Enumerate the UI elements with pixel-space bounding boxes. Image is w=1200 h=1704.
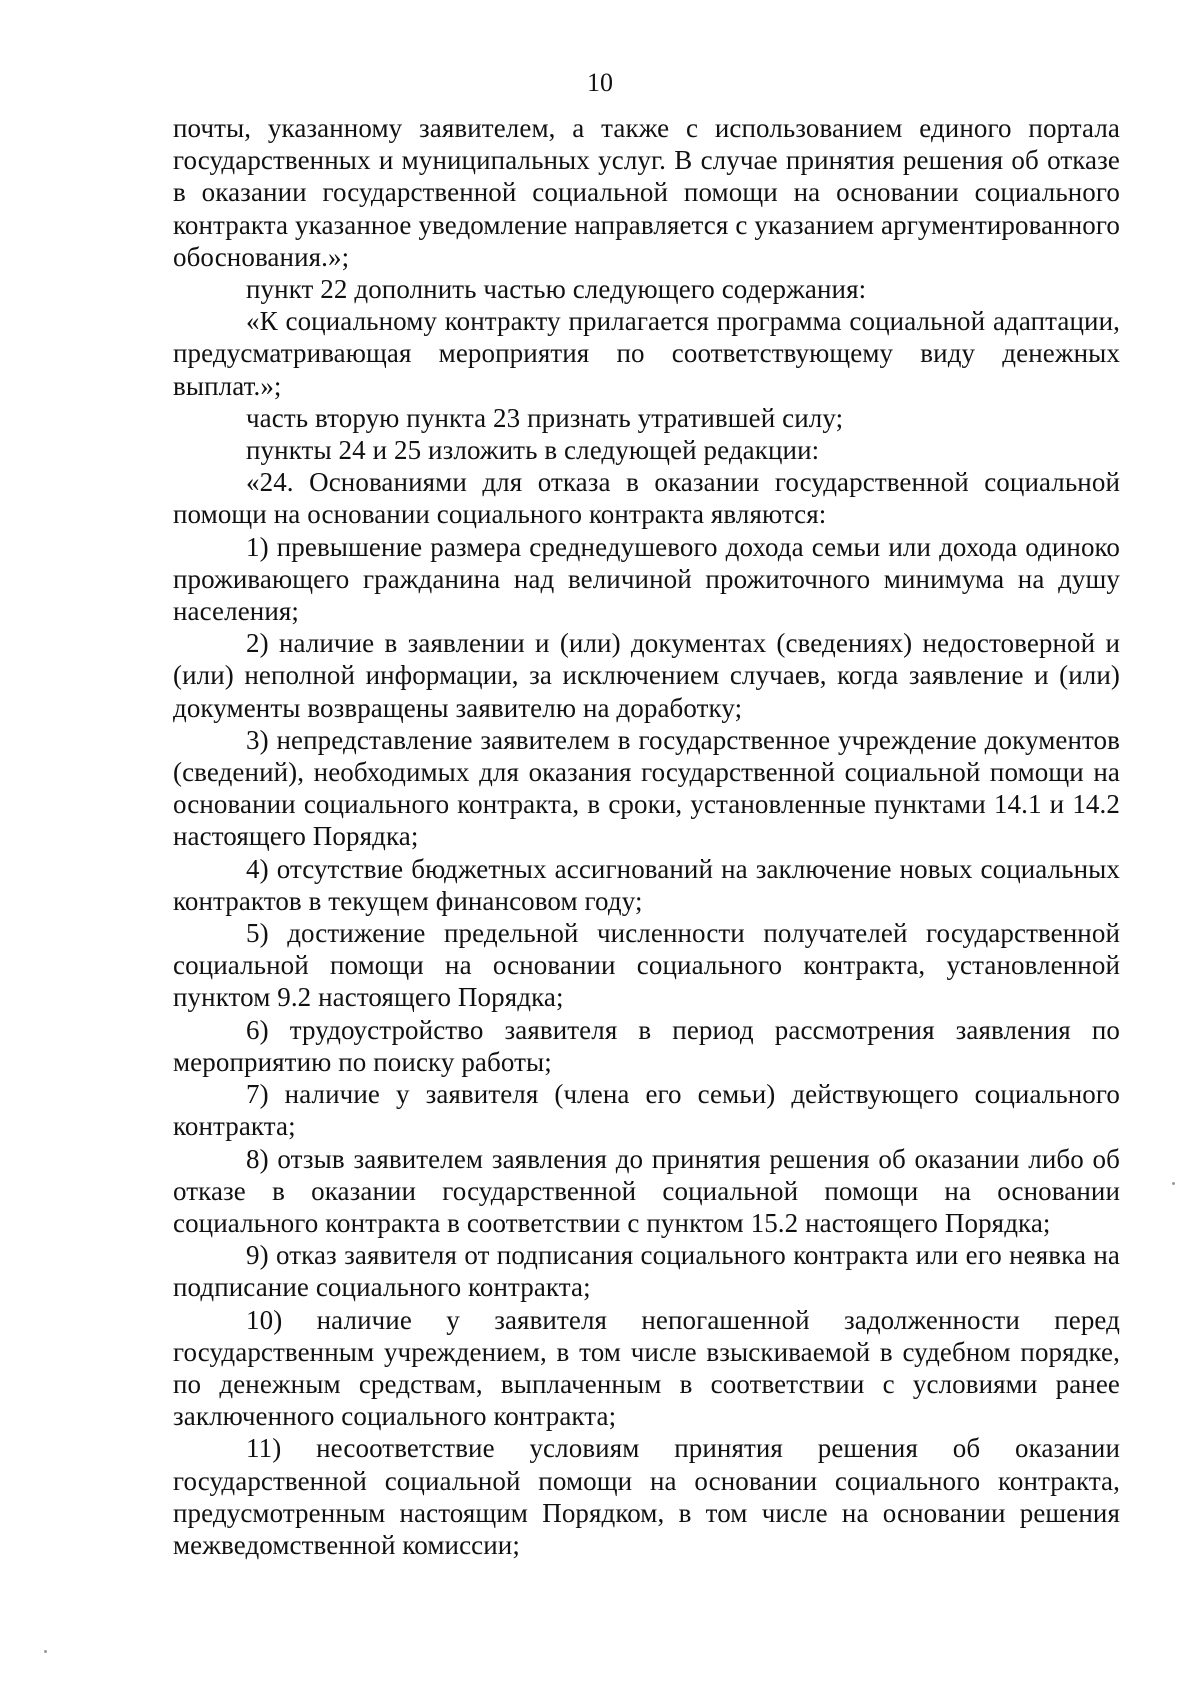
paragraph-point-24-intro: «24. Основаниями для отказа в оказании государственной социальной помощи на основании социального контракта являются: xyxy=(173,467,1120,530)
paragraph-amendment-p24-25: пункты 24 и 25 изложить в следующей редакции: xyxy=(246,435,820,466)
scan-artifact xyxy=(44,1650,47,1653)
page-number: 10 xyxy=(587,68,613,97)
list-item-8: 8) отзыв заявителем заявления до принятия решения об оказании либо об отказе в оказании государственной социальной помощи на основании социального контракта в соответствии с пунктом 15.2 настоящего Порядка; xyxy=(173,1143,1120,1238)
paragraph-quote-program: «К социальному контракту прилагается программа социальной адаптации, предусматривающая мероприятия по соответствующему виду денежных выплат.»; xyxy=(173,306,1120,401)
document-body xyxy=(173,112,1120,1561)
paragraph-continuation: почты, указанному заявителем, а также с использованием единого портала государственных и муниципальных услуг. В случае принятия решения об отказе в оказании государственной социальной помощи на основании социального контракта указанное уведомление направляется с указанием аргументированного обоснования.»; xyxy=(173,113,1120,272)
list-item-9: 9) отказ заявителя от подписания социального контракта или его неявка на подписание социального контракта; xyxy=(173,1240,1120,1303)
list-item-10: 10) наличие у заявителя непогашенной задолженности перед государственным учреждением, в том числе взыскиваемой в судебном порядке, по денежным средствам, выплаченным в соответствии с условиями ранее заключенного социального контракта; xyxy=(173,1304,1120,1432)
list-item-3: 3) непредставление заявителем в государственное учреждение документов (сведений), необходимых для оказания государственной социальной помощи на основании социального контракта, в сроки, установленные пунктами 14.1 и 14.2 настоящего Порядка; xyxy=(173,724,1120,852)
list-item-4: 4) отсутствие бюджетных ассигнований на заключение новых социальных контрактов в текущем финансовом году; xyxy=(173,853,1120,916)
list-item-1: 1) превышение размера среднедушевого дохода семьи или дохода одиноко проживающего гражданина над величиной прожиточного минимума на душу населения; xyxy=(173,531,1120,627)
list-item-5: 5) достижение предельной численности получателей государственной социальной помощи на основании социального контракта, установленной пунктом 9.2 настоящего Порядка; xyxy=(173,918,1120,1013)
list-item-6: 6) трудоустройство заявителя в период рассмотрения заявления по мероприятию по поиску работы; xyxy=(173,1014,1120,1077)
list-item-11: 11) несоответствие условиям принятия решения об оказании государственной социальной помощи на основании социального контракта, предусмотренным настоящим Порядком, в том числе на основании решения межведомственной комиссии; xyxy=(173,1433,1120,1560)
scan-artifact xyxy=(1172,1182,1175,1185)
list-item-2: 2) наличие в заявлении и (или) документах (сведениях) недостоверной и (или) неполной информации, за исключением случаев, когда заявление и (или) документы возвращены заявителю на доработку; xyxy=(173,628,1120,723)
list-item-7: 7) наличие у заявителя (члена его семьи) действующего социального контракта; xyxy=(173,1079,1120,1142)
paragraph-amendment-p22: пункт 22 дополнить частью следующего содержания: xyxy=(246,274,867,305)
paragraph-amendment-p23: часть вторую пункта 23 признать утратившей силу; xyxy=(246,402,844,433)
